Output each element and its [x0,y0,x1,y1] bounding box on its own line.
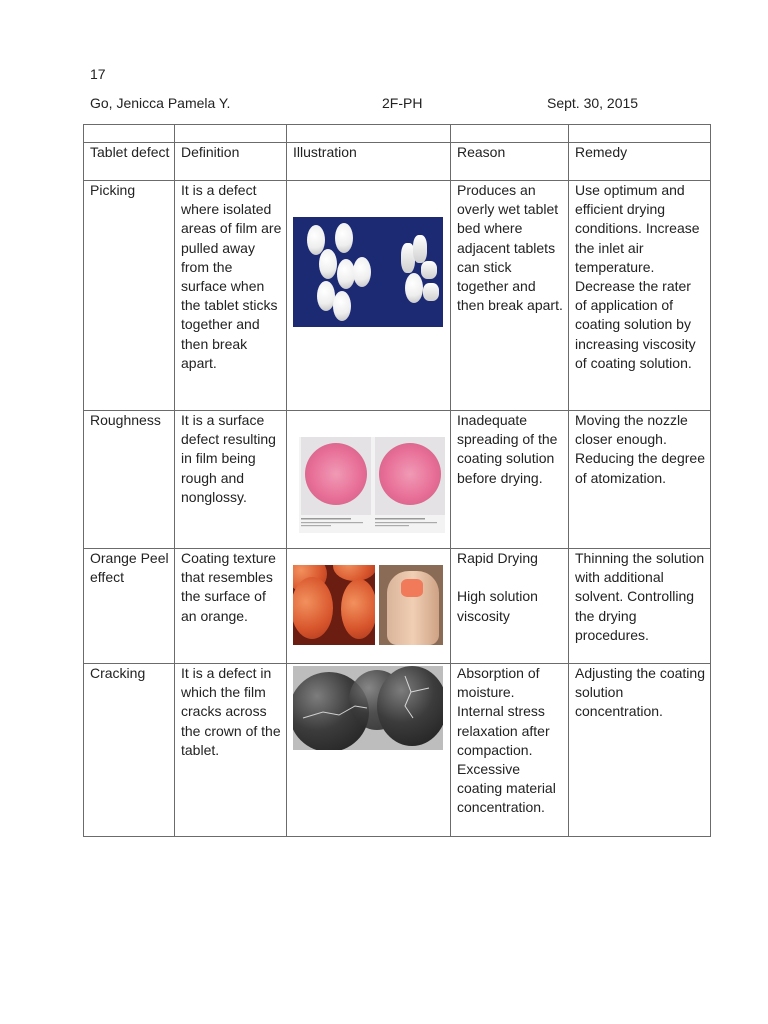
defect-definition: Coating texture that resembles the surface of an orange. [175,549,287,664]
defect-name: Roughness [84,411,175,549]
defect-reason: Produces an overly wet tablet bed where adjacent tablets can stick together and then break apart. [451,181,569,411]
cracked-tablets-photo [293,666,443,750]
defect-remedy: Adjusting the coating solution concentration. [569,664,711,837]
column-header: Remedy [569,143,711,181]
column-header: Definition [175,143,287,181]
defect-name: Orange Peel effect [84,549,175,664]
table-row [84,549,711,664]
page-number: 17 [90,66,106,82]
crack-lines [293,666,443,750]
defect-definition: It is a defect in which the film cracks across the crown of the tablet. [175,664,287,837]
defect-reason: Inadequate spreading of the coating solution before drying. [451,411,569,549]
tablet-defects-table [83,124,711,837]
defect-name: Picking [84,181,175,411]
column-header: Illustration [287,143,451,181]
table-row [84,181,711,411]
table-empty-row [84,125,711,143]
defect-remedy: Moving the nozzle closer enough. Reducing the degree of atomization. [569,411,711,549]
defect-illustration [287,181,451,411]
empty-cell [84,125,175,143]
defect-name: Cracking [84,664,175,837]
empty-cell [287,125,451,143]
white-tablets-photo [293,217,443,327]
defect-remedy: Thinning the solution with additional solvent. Controlling the drying procedures. [569,549,711,664]
student-name: Go, Jenicca Pamela Y. [90,95,231,111]
pink-tablet-surface-photo [299,437,445,533]
column-header: Tablet defect [84,143,175,181]
table-row [84,664,711,837]
defect-definition: It is a defect where isolated areas of film are pulled away from the surface when the tablet sticks together and then break apart. [175,181,287,411]
defect-reason: Rapid Drying High solution viscosity [451,549,569,664]
empty-cell [569,125,711,143]
orange-tablets-photo [293,565,443,645]
defect-reason: Absorption of moisture. Internal stress relaxation after compaction. Excessive coating material concentration. [451,664,569,837]
defect-remedy: Use optimum and efficient drying conditions. Increase the inlet air temperature. Decrease the rater of application of coating solution by increasing viscosity of coating solution. [569,181,711,411]
section-code: 2F-PH [382,95,423,111]
defect-illustration [287,411,451,549]
defect-illustration [287,549,451,664]
empty-cell [175,125,287,143]
defect-definition: It is a surface defect resulting in film being rough and nonglossy. [175,411,287,549]
empty-cell [451,125,569,143]
table-header-row [84,143,711,181]
table-row [84,411,711,549]
column-header: Reason [451,143,569,181]
submission-date: Sept. 30, 2015 [547,95,639,111]
defect-illustration [287,664,451,837]
